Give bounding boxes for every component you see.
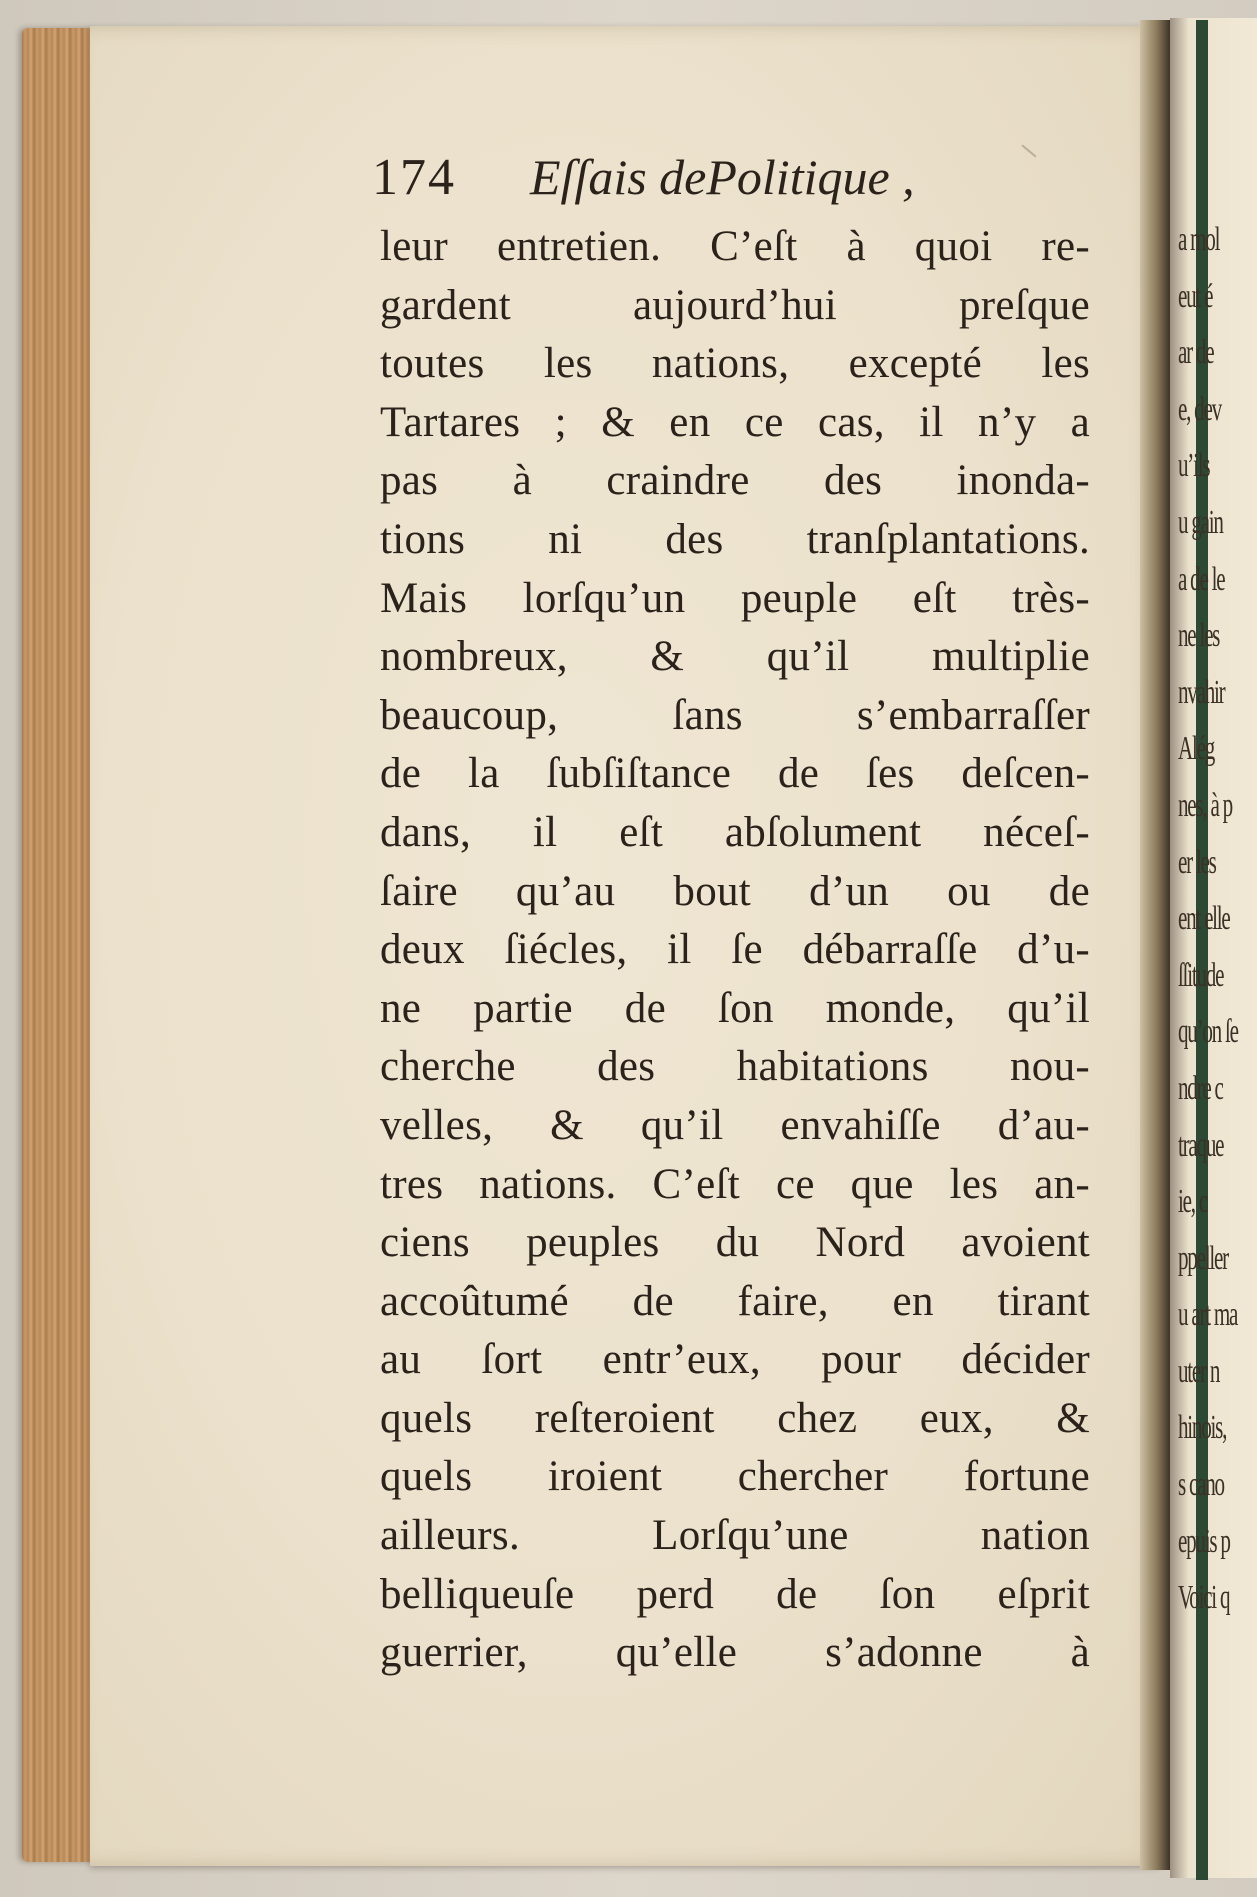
facing-text-fragment: ar de <box>1178 334 1214 372</box>
facing-text-fragment: u’ils <box>1178 447 1210 485</box>
facing-text-fragment: epuis p <box>1178 1522 1230 1560</box>
text-line: dans, il eſt abſolument néceſ- <box>380 808 1090 856</box>
text-line: au ſort entr’eux, pour décider <box>380 1336 1090 1384</box>
facing-text-fragment: qu’on ſe <box>1178 1013 1238 1051</box>
running-title: Eſſais dePolitique , <box>530 149 915 205</box>
body-text <box>380 218 1090 1683</box>
facing-text-fragment: eut é <box>1178 277 1213 315</box>
facing-text-fragment: u gain <box>1178 503 1223 541</box>
text-line: belliqueuſe perd de ſon eſprit <box>380 1570 1090 1618</box>
facing-text-fragment: uter n <box>1178 1352 1220 1390</box>
page-header <box>372 148 1132 218</box>
text-line: accoûtumé de faire, en tirant <box>380 1277 1090 1325</box>
facing-text-fragment: ie, c <box>1178 1183 1207 1221</box>
text-line: gardent aujourd’hui preſque <box>380 281 1090 329</box>
text-line: quels reſteroient chez eux, & <box>380 1394 1090 1442</box>
facing-text-fragment: ndre c <box>1178 1069 1223 1107</box>
facing-text-fragment: Alég <box>1178 730 1215 768</box>
text-line: deux ſiécles, il ſe débarraſſe d’u- <box>380 926 1090 974</box>
facing-text-fragment: nes, à p <box>1178 786 1232 824</box>
text-line: leur entretien. C’eſt à quoi re- <box>380 223 1090 270</box>
text-line: velles, & qu’il envahiſſe d’au- <box>380 1101 1090 1149</box>
facing-text-fragment: ſſitude <box>1178 956 1224 994</box>
facing-text-fragment: ent elle <box>1178 900 1230 938</box>
facing-text-fragment: hinois, <box>1178 1409 1227 1447</box>
page-edges <box>22 28 96 1862</box>
text-line: beaucoup, ſans s’embarraſſer <box>380 691 1090 739</box>
text-line: Tartares ; & en ce cas, il n’y a <box>380 398 1090 446</box>
facing-text-fragment: er les <box>1178 843 1216 881</box>
page-number: 174 <box>372 149 456 206</box>
facing-text-fragment: Voici q <box>1178 1579 1230 1617</box>
text-line: nombreux, & qu’il multiplie <box>380 633 1090 681</box>
facing-text-fragment: e, dev <box>1178 390 1221 428</box>
text-line: ailleurs. Lorſqu’une nation <box>380 1512 1090 1560</box>
text-line: ſaire qu’au bout d’un ou de <box>380 867 1090 915</box>
text-line: toutes les nations, excepté les <box>380 340 1090 388</box>
text-line: tions ni des tranſplantations. <box>380 515 1090 563</box>
text-line: pas à craindre des inonda- <box>380 457 1090 505</box>
facing-text-fragment: ppeller <box>1178 1239 1228 1277</box>
text-line: tres nations. C’eſt ce que les an- <box>380 1160 1090 1208</box>
book-gutter <box>1140 20 1170 1870</box>
text-line: quels iroient chercher fortune <box>380 1453 1090 1501</box>
text-line: ciens peuples du Nord avoient <box>380 1219 1090 1267</box>
facing-page-text <box>1178 212 1257 1627</box>
facing-text-fragment: s cano <box>1178 1466 1224 1504</box>
facing-text-fragment: nvahir <box>1178 673 1225 711</box>
facing-text-fragment: traque <box>1178 1126 1224 1164</box>
text-line: cherche des habitations nou- <box>380 1043 1090 1091</box>
facing-text-fragment: ne les <box>1178 617 1220 655</box>
text-line: guerrier, qu’elle s’adonne à <box>380 1629 1090 1677</box>
facing-text-fragment: a mol <box>1178 221 1220 258</box>
text-line: ne partie de ſon monde, qu’il <box>380 984 1090 1032</box>
text-line: Mais lorſqu’un peuple eſt très- <box>380 574 1090 622</box>
text-line: de la ſubſiſtance de ſes deſcen- <box>380 750 1090 798</box>
facing-text-fragment: u art ma <box>1178 1296 1238 1334</box>
facing-text-fragment: a de le <box>1178 560 1225 598</box>
